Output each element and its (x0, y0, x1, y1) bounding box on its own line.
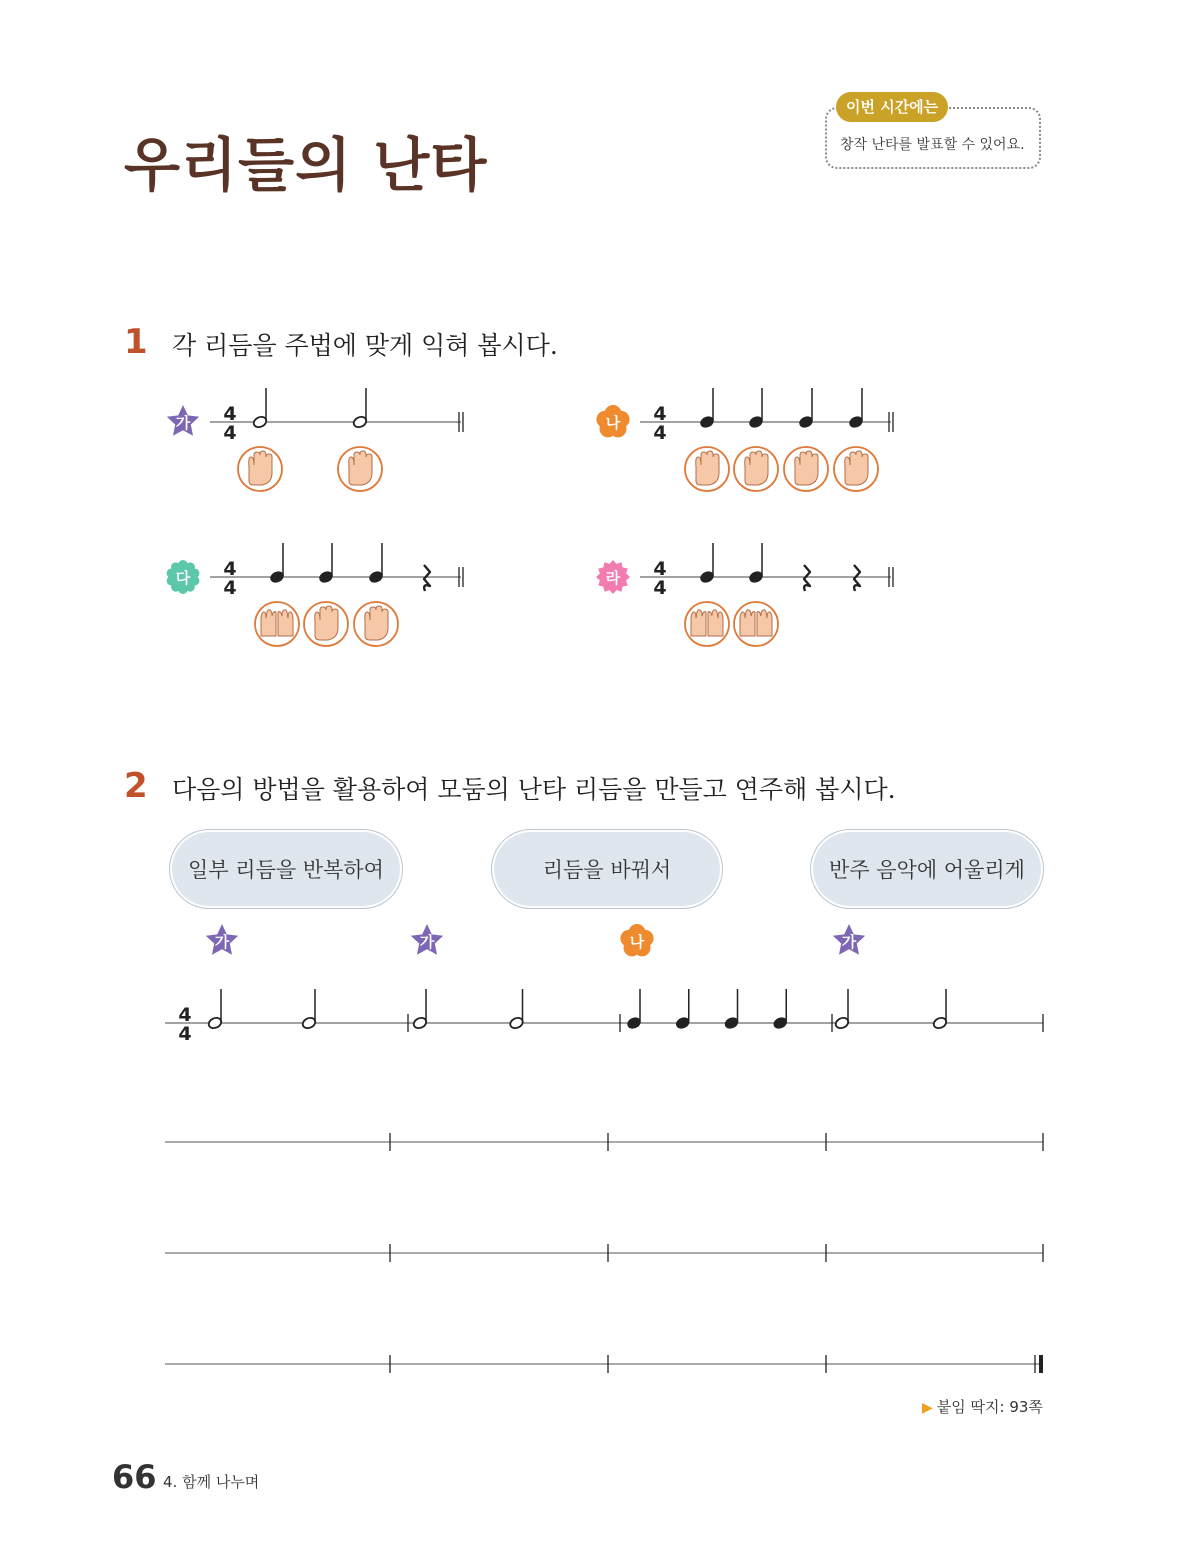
question-2-number: 2 (124, 766, 148, 806)
time-signature-bottom: 4 (223, 422, 237, 444)
page-number: 66 (112, 1458, 157, 1496)
chapter-label: 4. 함께 나누며 (163, 1473, 260, 1491)
q2-rhythm-staff (150, 910, 1060, 1390)
quarter-rest (424, 565, 430, 591)
play-arrow-icon: ▶ (922, 1400, 933, 1416)
rhythm-pattern-4 (596, 543, 893, 646)
badge-label: 가 (419, 933, 435, 951)
badge-label: 라 (605, 569, 621, 587)
badge-label: 가 (175, 414, 191, 432)
question-1-number: 1 (124, 322, 148, 362)
time-signature-bottom: 4 (653, 577, 667, 599)
both-hands-clap-icon (685, 602, 729, 646)
sticker-note (922, 1396, 1043, 1417)
time-signature-bottom: 4 (178, 1023, 192, 1045)
time-signature-bottom: 4 (653, 422, 667, 444)
palm-hand-icon (338, 447, 382, 491)
method-bubble-accompaniment: 반주 음악에 어울리게 (813, 832, 1041, 906)
badge-label: 나 (605, 414, 621, 432)
goal-tag: 이번 시간에는 (836, 92, 948, 122)
palm-hand-icon (304, 602, 348, 646)
rhythm-pattern-2 (596, 388, 893, 491)
badge-label: 가 (214, 933, 230, 951)
question-2-text: 다음의 방법을 활용하여 모둠의 난타 리듬을 만들고 연주해 봅시다. (172, 775, 896, 804)
palm-hand-icon (734, 447, 778, 491)
quarter-rest (854, 565, 860, 591)
time-signature-top: 4 (653, 558, 667, 580)
page-title: 우리들의 난타 (124, 131, 488, 199)
q1-rhythm-patterns (150, 375, 910, 675)
palm-hand-icon (238, 447, 282, 491)
both-hands-clap-icon (255, 602, 299, 646)
palm-hand-icon (784, 447, 828, 491)
rhythm-pattern-1 (167, 388, 463, 491)
time-signature-bottom: 4 (223, 577, 237, 599)
badge-label: 나 (629, 933, 645, 951)
time-signature-top: 4 (223, 403, 237, 425)
method-bubble-change: 리듬을 바꿔서 (494, 832, 720, 906)
time-signature-top: 4 (223, 558, 237, 580)
palm-hand-icon (354, 602, 398, 646)
method-bubble-repeat: 일부 리듬을 반복하여 (172, 832, 400, 906)
sticker-note-text: 붙임 딱지: 93쪽 (936, 1398, 1043, 1416)
time-signature-top: 4 (653, 403, 667, 425)
question-1-text: 각 리듬을 주법에 맞게 익혀 봅시다. (172, 331, 558, 360)
goal-text: 창작 난타를 발표할 수 있어요. (840, 137, 1025, 153)
rhythm-pattern-3 (167, 543, 463, 646)
time-signature-top: 4 (178, 1004, 192, 1026)
badge-label: 가 (841, 933, 857, 951)
quarter-rest (804, 565, 810, 591)
palm-hand-icon (834, 447, 878, 491)
badge-label: 다 (175, 569, 191, 587)
palm-hand-icon (685, 447, 729, 491)
both-hands-clap-icon (734, 602, 778, 646)
